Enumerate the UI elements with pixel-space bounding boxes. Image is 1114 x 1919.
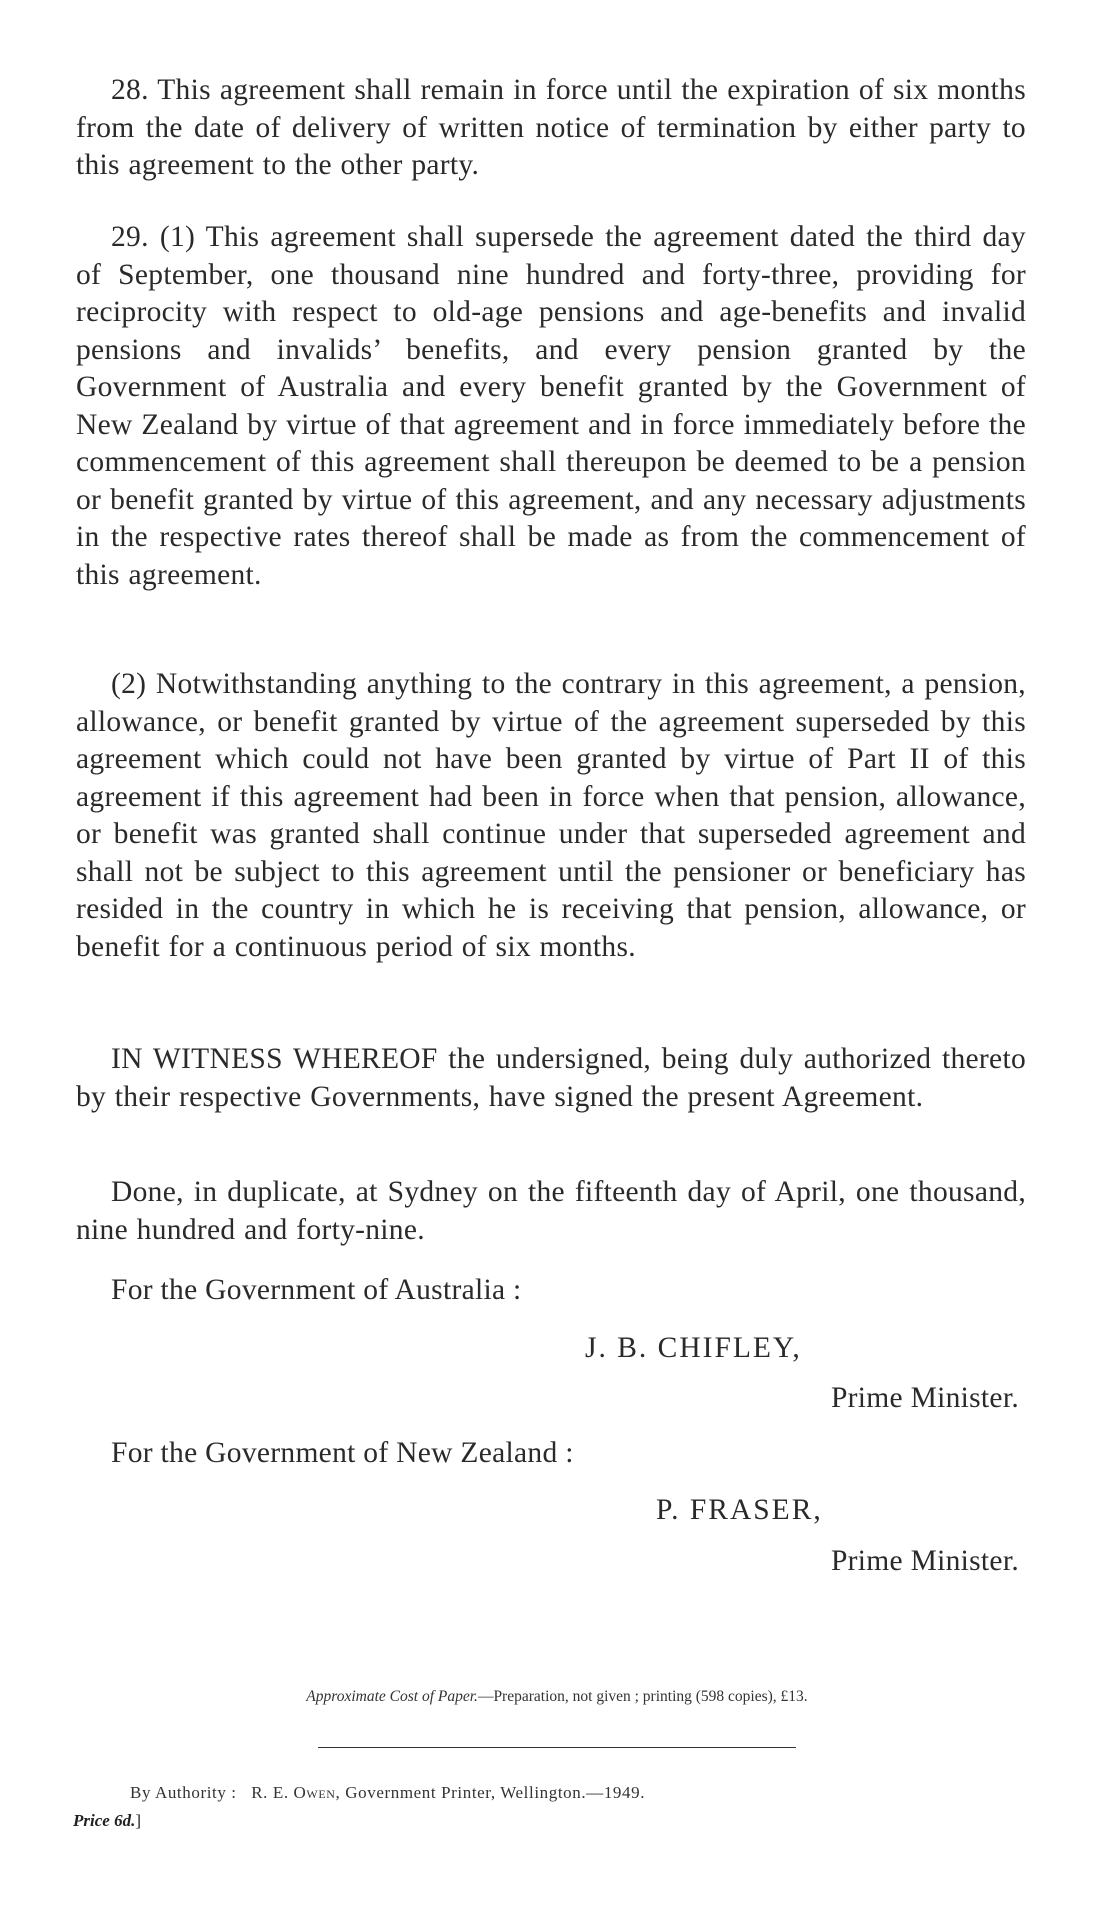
new-zealand-signatory-title: Prime Minister. xyxy=(830,1545,1019,1577)
clause-29-2: (2) Notwithstanding anything to the contrary in this agreement, a pension, allowance, or benefit granted by virtue of the agreement superseded by this agreement which could not have been granted by virtue of Part II of this agreement if this agreement had been in force when that pension, allowance, or benefit was granted shall continue under that superseded agreement and shall not be subject to this agreement until the pensioner or beneficiary has resided in the country in which he is receiving that pension, allowance, or benefit for a continuous period of six months. xyxy=(76,668,1026,963)
australia-signatory-title: Prime Minister. xyxy=(830,1382,1019,1414)
printer-details: Government Printer, Wellington.—1949. xyxy=(345,1783,646,1802)
footer-divider xyxy=(318,1747,796,1748)
cost-label: Approximate Cost of Paper. xyxy=(306,1688,478,1705)
clause-29-1: 29. (1) This agreement shall supersede the agreement dated the third day of September, one thousand nine hundred and forty-three, providing for reciprocity with respect to old-age pensions and age-benefits and invalid pensions and invalids’ benefits, and every pension granted by the Government of Australia and every benefit granted by the Government of New Zealand by virtue of that agreement and in force immediately before the commencement of this agreement shall thereupon be deemed to be a pension or benefit granted by virtue of this agreement, and any necessary adjustments in the respective rates thereof shall be made as from the commencement of this agreement. xyxy=(76,221,1026,591)
cost-note xyxy=(0,1687,1114,1707)
price-bracket: ] xyxy=(135,1811,141,1830)
cost-text: —Preparation, not given ; printing (598 copies), £13. xyxy=(477,1688,808,1705)
price-note xyxy=(73,1810,141,1832)
witness-clause: IN WITNESS WHEREOF the undersigned, being duly authorized thereto by their respective Governments, have signed the present Agreement. xyxy=(76,1043,1026,1113)
price-label: Price 6d. xyxy=(73,1811,136,1830)
done-clause: Done, in duplicate, at Sydney on the fifteenth day of April, one thousand, nine hundred and forty-nine. xyxy=(76,1176,1026,1246)
australia-signatory-name: J. B. CHIFLEY, xyxy=(585,1332,802,1364)
printer-name: R. E. Owen, xyxy=(251,1783,341,1802)
new-zealand-signatory-name: P. FRASER, xyxy=(656,1494,823,1526)
new-zealand-signatory-label: For the Government of New Zealand : xyxy=(111,1437,574,1469)
printer-imprint xyxy=(130,1782,645,1804)
australia-signatory-label: For the Government of Australia : xyxy=(111,1274,522,1306)
clause-28: 28. This agreement shall remain in force until the expiration of six months from the date of delivery of written notice of termination by either party to this agreement to the other party. xyxy=(76,74,1026,181)
authority-label: By Authority : xyxy=(130,1783,237,1802)
